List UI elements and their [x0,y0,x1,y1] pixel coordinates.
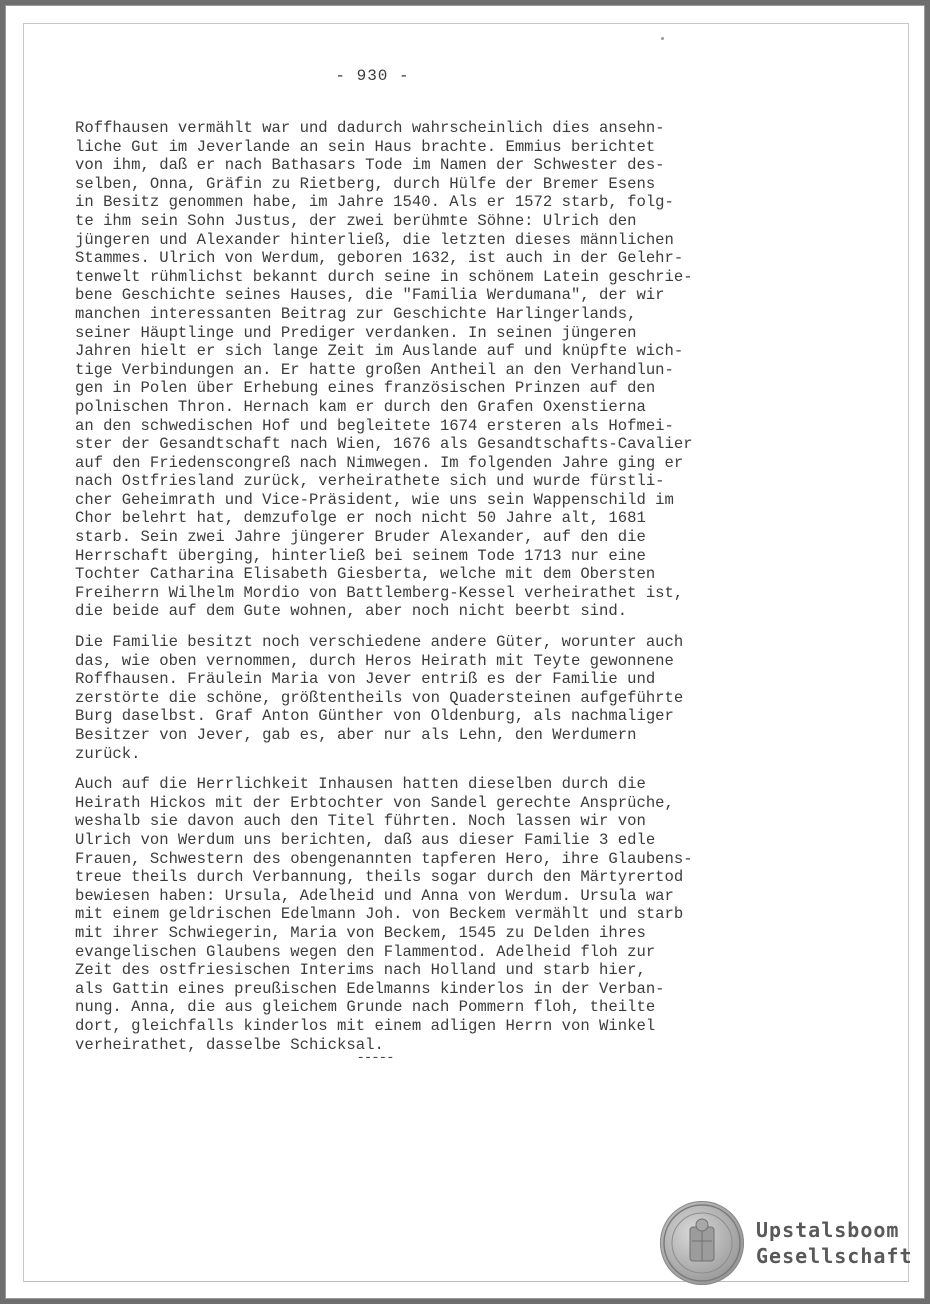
text-line: zurück. [75,744,141,763]
text-line: dort, gleichfalls kinderlos mit einem adligen Herrn von Winkel [75,1016,656,1035]
text-line: nach Ostfriesland zurück, verheirathete sich und wurde fürstli- [75,472,665,491]
text-line: Jahren hielt er sich lange Zeit im Auslande auf und knüpfte wich- [75,342,684,361]
society-logo [660,1201,913,1285]
logo-line-2: Gesellschaft [756,1244,913,1268]
paragraph-3 [75,775,815,1054]
text-line: von ihm, daß er nach Bathasars Tode im Namen der Schwester des- [75,156,665,175]
text-line: seiner Häuptlinge und Prediger verdanken. In seinen jüngeren [75,323,637,342]
page-number: - 930 - [335,67,410,85]
text-line: Roffhausen vermählt war und dadurch wahrscheinlich dies ansehn- [75,119,665,137]
text-line: liche Gut im Jeverlande an sein Haus brachte. Emmius berichtet [75,137,656,156]
text-line: Chor belehrt hat, demzufolge er noch nicht 50 Jahre alt, 1681 [75,509,646,528]
text-line: tige Verbindungen an. Er hatte großen Antheil an den Verhandlun- [75,360,674,379]
text-line: gen in Polen über Erhebung eines französischen Prinzen auf den [75,379,656,398]
text-line: Stammes. Ulrich von Werdum, geboren 1632, ist auch in der Gelehr- [75,249,684,268]
text-line: nung. Anna, die aus gleichem Grunde nach Pommern floh, theilte [75,998,656,1017]
text-line: tenwelt rühmlichst bekannt durch seine in schönem Latein geschrie- [75,267,693,286]
text-line: starb. Sein zwei Jahre jüngerer Bruder Alexander, auf den die [75,528,646,547]
speck-mark [661,37,664,40]
paragraph-1 [75,119,815,621]
logo-text [756,1217,913,1269]
text-line: Freiherrn Wilhelm Mordio von Battlemberg-Kessel verheirathet ist, [75,583,684,602]
text-line: Auch auf die Herrlichkeit Inhausen hatten dieselben durch die [75,775,646,794]
end-mark: ----- [356,1050,394,1066]
text-line: cher Geheimrath und Vice-Präsident, wie uns sein Wappenschild im [75,490,674,509]
text-line: Ulrich von Werdum uns berichten, daß aus dieser Familie 3 edle [75,830,656,849]
text-line: Herrschaft überging, hinterließ bei seinem Tode 1713 nur eine [75,546,646,565]
text-line: zerstörte die schöne, größtentheils von Quadersteinen aufgeführte [75,688,684,707]
body-text [75,119,815,1066]
text-line: mit einem geldrischen Edelmann Joh. von Beckem vermählt und starb [75,905,684,924]
text-line: treue theils durch Verbannung, theils sogar durch den Märtyrertod [75,868,684,887]
document-page [5,5,925,1299]
text-line: in Besitz genommen habe, im Jahre 1540. Als er 1572 starb, folg- [75,193,674,212]
text-line: als Gattin eines preußischen Edelmanns kinderlos in der Verban- [75,979,665,998]
text-line: die beide auf dem Gute wohnen, aber noch nicht beerbt sind. [75,602,628,621]
text-line: manchen interessanten Beitrag zur Geschichte Harlingerlands, [75,304,637,323]
text-line: evangelischen Glaubens wegen den Flammentod. Adelheid floh zur [75,942,656,961]
text-line: mit ihrer Schwiegerin, Maria von Beckem, 1545 zu Delden ihres [75,923,646,942]
text-line: Zeit des ostfriesischen Interims nach Holland und starb hier, [75,961,646,980]
logo-line-1: Upstalsboom [756,1218,900,1242]
text-line: Roffhausen. Fräulein Maria von Jever entriß es der Familie und [75,670,656,689]
text-line: Frauen, Schwestern des obengenannten tapferen Hero, ihre Glaubens- [75,849,693,868]
text-line: Besitzer von Jever, gab es, aber nur als Lehn, den Werdumern [75,726,637,744]
text-line: selben, Onna, Gräfin zu Rietberg, durch Hülfe der Bremer Esens [75,174,656,193]
text-line: Heirath Hickos mit der Erbtochter von Sandel gerechte Ansprüche, [75,793,674,812]
text-line: Burg daselbst. Graf Anton Günther von Oldenburg, als nachmaliger [75,707,674,726]
text-line: auf den Friedenscongreß nach Nimwegen. Im folgenden Jahre ging er [75,453,684,472]
text-line: Tochter Catharina Elisabeth Giesberta, welche mit dem Obersten [75,565,656,584]
text-line: verheirathet, dasselbe Schicksal. [75,1035,384,1054]
text-line: te ihm sein Sohn Justus, der zwei berühmte Söhne: Ulrich den [75,211,637,230]
text-line: jüngeren und Alexander hinterließ, die letzten dieses männlichen [75,230,674,249]
paragraph-2 [75,633,815,763]
text-line: weshalb sie davon auch den Titel führten. Noch lassen wir von [75,812,646,831]
text-line: das, wie oben vernommen, durch Heros Heirath mit Teyte gewonnene [75,651,674,670]
text-line: ster der Gesandtschaft nach Wien, 1676 als Gesandtschafts-Cavalier [75,435,693,454]
text-line: polnischen Thron. Hernach kam er durch den Grafen Oxenstierna [75,397,646,416]
text-line: bewiesen haben: Ursula, Adelheid und Anna von Werdum. Ursula war [75,886,674,905]
text-line: bene Geschichte seines Hauses, die "Familia Werdumana", der wir [75,286,665,305]
text-line: Die Familie besitzt noch verschiedene andere Güter, worunter auch [75,633,684,652]
text-line: an den schwedischen Hof und begleitete 1674 ersteren als Hofmei- [75,416,674,435]
seal-icon [660,1201,744,1285]
